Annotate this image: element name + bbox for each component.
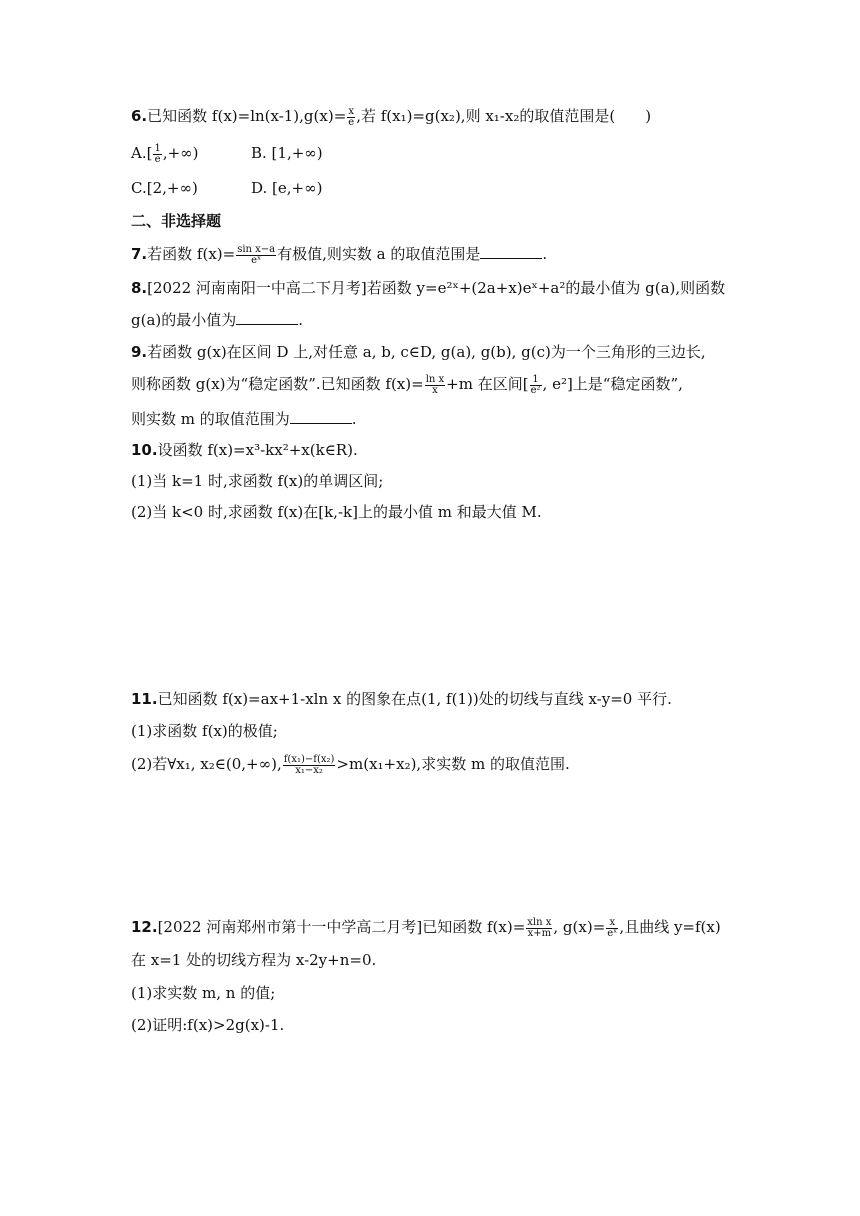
fraction-denominator: x₁−x₂ (295, 764, 323, 776)
answer-blank[interactable] (480, 244, 542, 259)
fraction-numerator: ln x (425, 373, 445, 385)
question-stem: [2022 河南南阳一中高二下月考]若函数 y=e²ˣ+(2a+x)eˣ+a²的最小值为 g(a),则函数 (147, 279, 726, 297)
question-11 (131, 689, 672, 709)
question-stem: 若函数 f(x)= (147, 245, 236, 263)
question-stem: 若函数 g(x)在区间 D 上,对任意 a, b, c∈D, g(a), g(b), g(c)为一个三角形的三边长, (147, 343, 706, 361)
question-10-part-1: (1)当 k=1 时,求函数 f(x)的单调区间; (131, 472, 384, 490)
fraction-denominator: e (154, 153, 161, 165)
fraction-denominator: x+m (527, 927, 552, 939)
section-heading: 二、非选择题 (131, 212, 222, 230)
fraction (347, 107, 355, 128)
question-11-part-2 (131, 754, 570, 776)
question-number: 10. (131, 441, 158, 459)
question-stem: 设函数 f(x)=x³-kx²+x(k∈R). (157, 441, 358, 459)
question-stem-cont: ,若 f(x₁)=g(x₂),则 x₁-x₂的取值范围是( ) (356, 107, 652, 125)
fraction-numerator: 1 (530, 375, 542, 386)
fraction-denominator: eˣ (251, 254, 262, 266)
question-9-line-2 (131, 374, 683, 396)
question-stem-cont: ,且曲线 y=f(x) (619, 918, 721, 936)
question-stem-end: . (298, 311, 304, 329)
question-12-part-2: (2)证明:f(x)>2g(x)-1. (131, 1016, 285, 1034)
question-number: 12. (131, 918, 158, 936)
question-number: 8. (131, 279, 148, 297)
question-number: 7. (131, 245, 148, 263)
option-b: B. [1,+∞) (251, 144, 323, 162)
part-text: >m(x₁+x₂),求实数 m 的取值范围. (336, 755, 570, 773)
fraction-denominator: eˣ (607, 927, 618, 939)
fraction (236, 245, 276, 266)
question-9 (131, 342, 706, 362)
question-9-line-3 (131, 409, 357, 429)
question-7 (131, 244, 547, 266)
question-number: 9. (131, 343, 148, 361)
question-stem-cont: 则实数 m 的取值范围为 (131, 410, 290, 428)
question-number: 6. (131, 107, 148, 125)
question-6 (131, 106, 651, 128)
question-stem-cont: 有极值,则实数 a 的取值范围是 (277, 245, 481, 263)
question-8 (131, 278, 725, 298)
fraction-numerator: f(x₁)−f(x₂) (283, 753, 335, 765)
option-d: D. [e,+∞) (251, 179, 323, 197)
fraction-denominator: e² (530, 384, 541, 396)
answer-blank[interactable] (236, 310, 298, 325)
fraction-numerator: xln x (527, 916, 552, 928)
question-8-line-2 (131, 310, 303, 330)
options-row-1 (131, 143, 371, 165)
fraction-numerator: x (606, 918, 618, 929)
question-number: 11. (131, 690, 158, 708)
fraction-numerator: x (348, 105, 355, 117)
question-stem-cont: +m 在区间[ (446, 375, 529, 393)
question-stem-cont: , e²]上是“稳定函数”, (542, 375, 683, 393)
fraction (526, 918, 552, 939)
option-a-prefix: A.[ (131, 144, 153, 162)
fraction (425, 375, 445, 396)
question-stem-cont: g(a)的最小值为 (131, 311, 237, 329)
fraction (530, 375, 542, 396)
fraction (606, 918, 618, 939)
option-a (131, 143, 251, 165)
options-row-2 (131, 178, 371, 198)
fraction-denominator: x (432, 384, 438, 396)
question-10-part-2: (2)当 k<0 时,求函数 f(x)在[k,-k]上的最小值 m 和最大值 M. (131, 503, 542, 521)
question-stem-end: . (542, 245, 548, 263)
question-10 (131, 440, 358, 460)
option-a-suffix: ,+∞) (162, 144, 199, 162)
fraction-numerator: 1 (154, 142, 161, 154)
part-text: (2)若∀x₁, x₂∈(0,+∞), (131, 755, 282, 773)
question-stem: 已知函数 f(x)=ax+1-xln x 的图象在点(1, f(1))处的切线与直线 x-y=0 平行. (157, 690, 672, 708)
question-stem-end: . (351, 410, 357, 428)
question-11-part-1: (1)求函数 f(x)的极值; (131, 722, 278, 740)
question-stem: 已知函数 f(x)=ln(x-1),g(x)= (147, 107, 347, 125)
fraction-denominator: e (348, 116, 355, 128)
question-12 (131, 917, 721, 939)
fraction (283, 755, 336, 776)
question-stem-cont: 则称函数 g(x)为“稳定函数”.已知函数 f(x)= (131, 375, 424, 393)
question-stem: [2022 河南郑州市第十一中学高二月考]已知函数 f(x)= (157, 918, 526, 936)
question-12-part-1: (1)求实数 m, n 的值; (131, 984, 276, 1002)
answer-blank[interactable] (290, 409, 352, 424)
question-12-line-2: 在 x=1 处的切线方程为 x-2y+n=0. (131, 951, 377, 969)
fraction (153, 144, 161, 165)
option-c: C.[2,+∞) (131, 179, 198, 197)
fraction-numerator: sin x−a (237, 243, 276, 255)
question-stem-cont: , g(x)= (553, 918, 606, 936)
